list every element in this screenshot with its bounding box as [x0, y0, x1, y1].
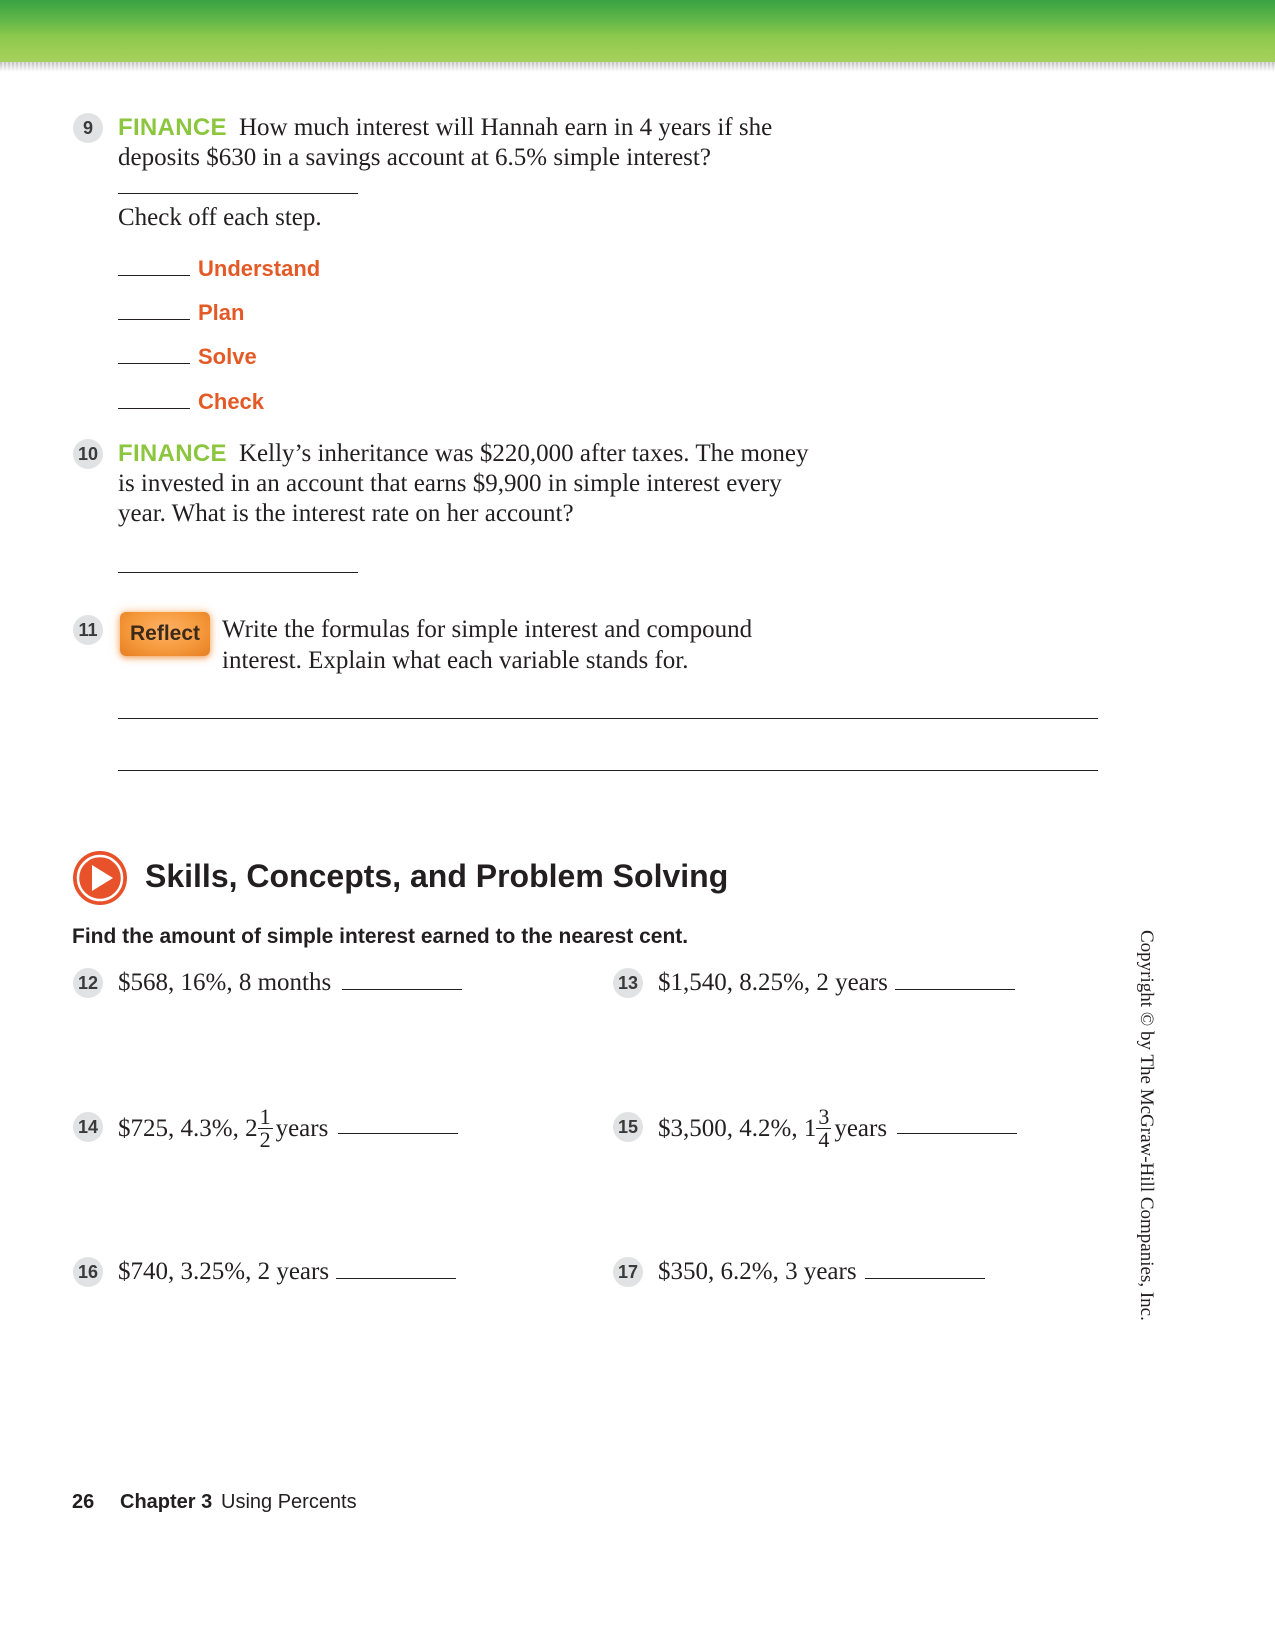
- fraction-denominator: 2: [259, 1127, 271, 1152]
- answer-line-12[interactable]: [342, 989, 462, 990]
- answer-line-16[interactable]: [336, 1278, 456, 1279]
- problem-number-10: 10: [73, 439, 103, 469]
- problem-10-line-1: Kelly’s inheritance was $220,000 after taxes. The money: [239, 440, 809, 467]
- header-shadow: [0, 62, 1275, 72]
- answer-line-11a[interactable]: [118, 718, 1098, 719]
- exercise-15-text: [658, 1104, 888, 1153]
- fraction-denominator: 4: [818, 1127, 830, 1152]
- exercise-15-values: $3,500, 4.2%, 1: [658, 1115, 817, 1143]
- problem-number-9: 9: [73, 113, 103, 143]
- problem-11-line-2: interest. Explain what each variable stands for.: [222, 647, 689, 674]
- problem-9-line-2: deposits $630 in a savings account at 6.5% simple interest?: [118, 144, 711, 171]
- fraction-numerator: 3: [818, 1104, 830, 1129]
- page-number: 26: [72, 1491, 95, 1513]
- exercise-number-13: 13: [613, 968, 643, 998]
- finance-tag: FINANCE: [118, 440, 227, 467]
- fraction-three-fourths: [816, 1106, 831, 1151]
- step-check-line-check[interactable]: [118, 408, 190, 409]
- problem-10-line-2: is invested in an account that earns $9,900 in simple interest every: [118, 470, 782, 497]
- problem-number-11: 11: [73, 615, 103, 645]
- exercise-12-text: $568, 16%, 8 months: [118, 969, 332, 996]
- play-icon: [72, 850, 128, 906]
- finance-tag: FINANCE: [118, 114, 227, 141]
- exercise-17-text: $350, 6.2%, 3 years: [658, 1258, 857, 1285]
- reflect-badge: [120, 612, 210, 656]
- exercise-number-15: 15: [613, 1112, 643, 1142]
- exercise-14-values: $725, 4.3%, 2: [118, 1115, 258, 1143]
- step-understand: Understand: [198, 256, 321, 281]
- exercise-number-16: 16: [73, 1257, 103, 1287]
- answer-line-13[interactable]: [895, 989, 1015, 990]
- problem-9-line-1: How much interest will Hannah earn in 4 years if she: [239, 114, 773, 141]
- answer-line-15[interactable]: [897, 1133, 1017, 1134]
- step-check: Check: [198, 389, 265, 414]
- reflect-label: Reflect: [129, 622, 201, 645]
- exercise-16-text: $740, 3.25%, 2 years: [118, 1258, 330, 1285]
- exercise-14-unit: years: [275, 1115, 329, 1143]
- section-title: Skills, Concepts, and Problem Solving: [145, 858, 729, 894]
- problem-11-line-1: Write the formulas for simple interest and compound: [222, 616, 753, 643]
- step-plan: Plan: [198, 300, 245, 325]
- step-check-line-understand[interactable]: [118, 275, 190, 276]
- section-instruction: Find the amount of simple interest earned to the nearest cent.: [72, 925, 689, 948]
- answer-line-9[interactable]: [118, 193, 358, 194]
- problem-10-line-3: year. What is the interest rate on her account?: [118, 500, 574, 527]
- exercise-13-text: $1,540, 8.25%, 2 years: [658, 969, 888, 996]
- copyright-notice: Copyright © by The McGraw-Hill Companies, Inc.: [1136, 930, 1157, 1321]
- chapter-label: Chapter 3: [120, 1491, 213, 1513]
- step-solve: Solve: [198, 344, 257, 369]
- fraction-one-half: [258, 1106, 273, 1151]
- step-check-line-plan[interactable]: [118, 319, 190, 320]
- exercise-number-17: 17: [613, 1257, 643, 1287]
- check-prompt: Check off each step.: [118, 204, 322, 231]
- step-check-line-solve[interactable]: [118, 363, 190, 364]
- answer-line-10[interactable]: [118, 572, 358, 573]
- exercise-14-text: [118, 1104, 329, 1153]
- exercise-15-unit: years: [834, 1115, 888, 1143]
- exercise-number-14: 14: [73, 1112, 103, 1142]
- exercise-number-12: 12: [73, 968, 103, 998]
- header-band: [0, 0, 1275, 62]
- answer-line-11b[interactable]: [118, 770, 1098, 771]
- chapter-title: Using Percents: [221, 1491, 357, 1513]
- answer-line-17[interactable]: [865, 1278, 985, 1279]
- answer-line-14[interactable]: [338, 1133, 458, 1134]
- fraction-numerator: 1: [259, 1104, 271, 1129]
